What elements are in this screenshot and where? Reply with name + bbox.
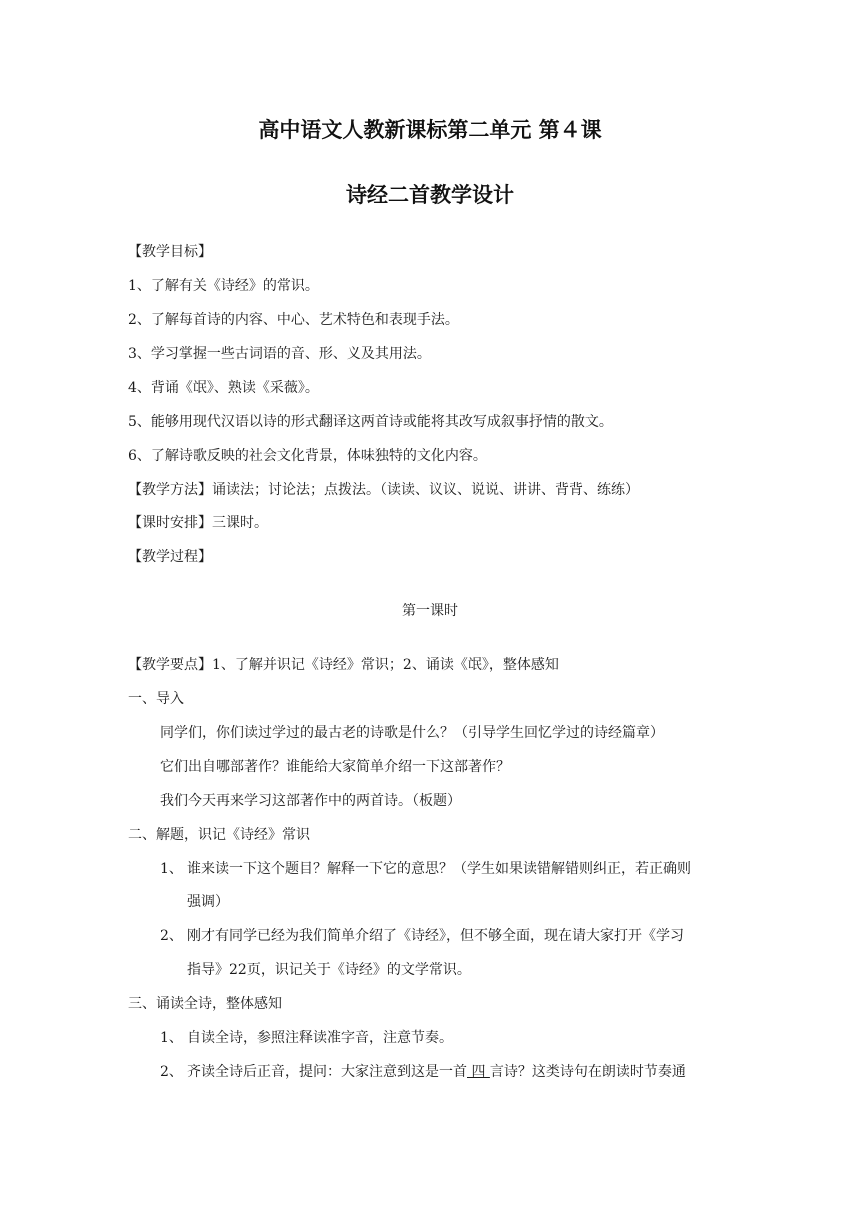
list-number: 2、: [160, 928, 183, 944]
objective-item: 2、了解每首诗的内容、中心、艺术特色和表现手法。: [128, 312, 459, 328]
list-item-text: 自读全诗，参照注释读准字音，注意节奏。: [187, 1030, 453, 1046]
objective-item: 5、能够用现代汉语以诗的形式翻译这两首诗或能将其改写成叙事抒情的散文。: [128, 414, 613, 430]
lesson-heading: 第一课时: [402, 603, 458, 619]
lesson-schedule: 【课时安排】三课时。: [128, 515, 268, 531]
list-item-text: 谁来读一下这个题目？解释一下它的意思？（学生如果读错解错则纠正，若正确则: [187, 861, 691, 877]
key-points: 【教学要点】1、了解并识记《诗经》常识；2、诵读《氓》，整体感知: [128, 657, 559, 673]
question-text: 齐读全诗后正音，提问：大家注意到这是一首: [187, 1064, 467, 1080]
section-heading: 一、导入: [128, 691, 184, 707]
objectives-heading: 【教学目标】: [128, 244, 212, 260]
list-item-continuation: 指导》22页，识记关于《诗经》的文学常识。: [187, 962, 471, 978]
objective-item: 6、了解诗歌反映的社会文化背景，体味独特的文化内容。: [128, 448, 487, 464]
list-number: 1、: [160, 1030, 183, 1046]
list-item-text: [187, 1062, 686, 1082]
teaching-method: 【教学方法】诵读法；讨论法；点拨法。（读读、议议、说说、讲讲、背背、练练）: [128, 482, 639, 498]
underlined-answer: 四: [467, 1064, 490, 1080]
objective-item: 3、学习掌握一些古词语的音、形、义及其用法。: [128, 346, 431, 362]
paragraph: 它们出自哪部著作？谁能给大家简单介绍一下这部著作？: [160, 759, 510, 775]
paragraph: 同学们，你们读过学过的最古老的诗歌是什么？（引导学生回忆学过的诗经篇章）: [160, 725, 664, 741]
section-heading: 三、诵读全诗，整体感知: [128, 996, 282, 1012]
list-item-continuation: 强调）: [187, 894, 229, 910]
list-item-text: 刚才有同学已经为我们简单介绍了《诗经》，但不够全面，现在请大家打开《学习: [187, 928, 684, 944]
document-subtitle: 诗经二首教学设计: [346, 183, 514, 207]
list-number: 1、: [160, 861, 183, 877]
list-number: 2、: [160, 1064, 183, 1080]
question-text-end: 言诗？这类诗句在朗读时节奏通: [489, 1064, 686, 1080]
section-heading: 二、解题，识记《诗经》常识: [128, 827, 310, 843]
objective-item: 4、背诵《氓》、熟读《采薇》。: [128, 380, 319, 396]
document-title: 高中语文人教新课标第二单元 第４课: [258, 118, 602, 142]
paragraph: 我们今天再来学习这部著作中的两首诗。（板题）: [160, 793, 461, 809]
process-heading: 【教学过程】: [128, 549, 212, 565]
objective-item: 1、了解有关《诗经》的常识。: [128, 278, 319, 294]
